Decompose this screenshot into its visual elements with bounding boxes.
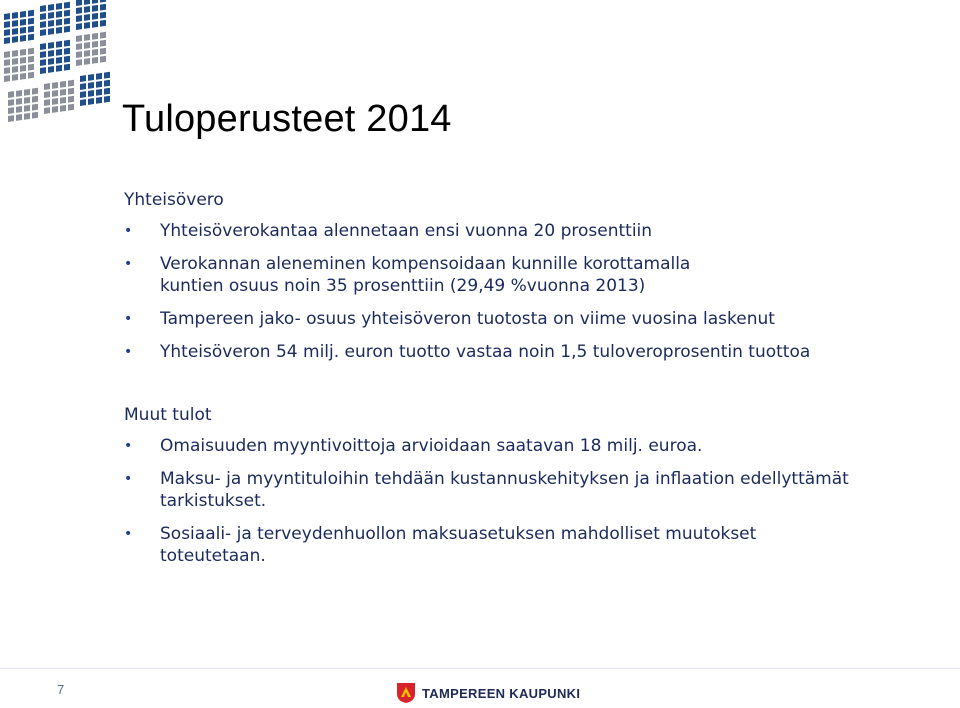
slide-title: Tuloperusteet 2014 [122, 98, 452, 140]
bullet-item: • Yhteisöveron 54 milj. euron tuotto vastaa noin 1,5 tuloveroprosentin tuottoa [124, 341, 960, 363]
bullet-item: • Yhteisöverokantaa alennetaan ensi vuonna 20 prosenttiin [124, 220, 780, 242]
bullet-item: • Verokannan aleneminen kompensoidaan kunnille korottamalla kuntien osuus noin 35 prosenttiin (29,49 %vuonna 2013) [124, 253, 720, 297]
page-number: 7 [57, 682, 65, 697]
city-logo [396, 682, 580, 704]
tampere-crest-icon [396, 682, 416, 704]
bullet-item: • Omaisuuden myyntivoittoja arvioidaan saatavan 18 milj. euroa. [124, 435, 880, 457]
organization-name: TAMPEREEN KAUPUNKI [422, 685, 581, 701]
bullet-list [124, 435, 880, 567]
section-yhteisovero [124, 190, 960, 374]
footer-divider [0, 668, 960, 669]
bullet-item: • Maksu- ja myyntituloihin tehdään kustannuskehityksen ja inflaation edellyttämät tarkistukset. [124, 468, 860, 512]
bullet-item: • Tampereen jako- osuus yhteisöveron tuotosta on viime vuosina laskenut [124, 308, 920, 330]
bullet-list [124, 220, 960, 363]
section-heading: Muut tulot [124, 405, 212, 425]
bullet-item: • Sosiaali- ja terveydenhuollon maksuasetuksen mahdolliset muutokset toteutetaan. [124, 523, 860, 567]
building-mosaic-logo-icon [0, 0, 140, 145]
section-heading: Yhteisövero [124, 190, 224, 210]
section-muut-tulot [124, 405, 880, 578]
